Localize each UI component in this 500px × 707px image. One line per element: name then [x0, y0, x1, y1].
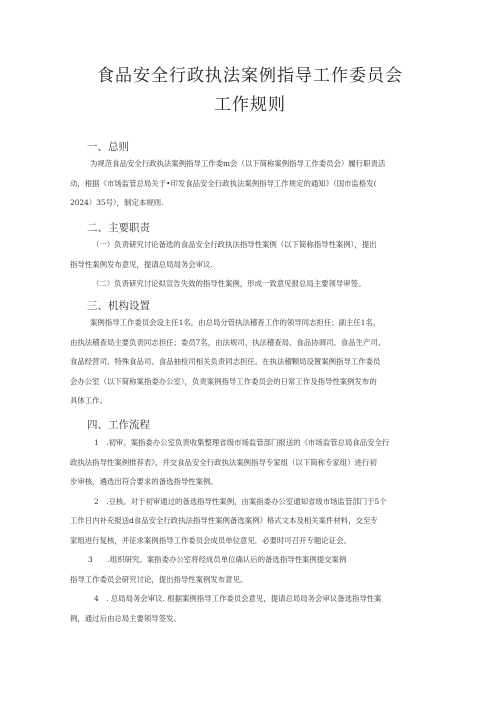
paragraph-line: 为规范食品安全行政执法案例指导工作委m会（以下简称案例指导工作委员会）履行职责活 — [90, 159, 386, 168]
paragraph-line: 动，根据《市场监管总局关于•印发食品安全行政执法案例指导工作规定的通知》（国市监格发( — [70, 178, 377, 188]
document-title-line-1: 食品安全行政执法案例指导工作委员会 — [97, 66, 403, 86]
paragraph-line: （二）负责研究讨论拟宣告失效的指导性案例，形成一致意见报总局主要领导审签。 — [92, 279, 366, 288]
paragraph-line: 例，通过后由总局主要领导签发。 — [70, 613, 181, 623]
paragraph-line: （一）负责研究讨论备选的食品安全行政执法指导性案例（以下简称指导性案例），提出 — [92, 240, 377, 249]
section-heading-workflow: 四、工作流程 — [87, 419, 150, 431]
paragraph-line: 2024）35号），制定本规则. — [70, 198, 164, 207]
paragraph-line: 指导工作委员会研究讨论，提出指导性案例发布意见。 — [70, 574, 248, 584]
paragraph-line: 工作日内补充报送d食品安全行政执法指导性案例备选案例》格式文本及相关案件材料，交至专 — [70, 516, 378, 525]
paragraph-line: 家组进行复核，并征求案例指导工作委员会成员单位意见．必要时可召开专题论证会。 — [70, 535, 351, 545]
paragraph-line: 2 .豆核。对于初审通过的备选指导性案例，由案指委办公室通知省级市场监管部门于5个 — [94, 496, 387, 506]
section-body-workflow — [70, 433, 432, 628]
paragraph-line: 步审核，遴选出符合要求的备选指导性案例。 — [70, 477, 218, 486]
paragraph-line: 4 . 总局局务会审议. 根据案例指导工作委员会意见，提请总局局务会审议备选指导性案 — [94, 594, 382, 603]
paragraph-line: 指导性案例发布意见，提请总局局务会审议. — [70, 259, 213, 269]
paragraph-line: 案例指导工作委员会设主任1名，由总局分管执法稽杳工作的领导同志担任；副主任1名， — [90, 318, 381, 327]
paragraph-line: 食品经营司、特殊食品司、食品抽检司相关负责同志担任。在执法稽颗局设置案例指导工作委员 — [70, 357, 381, 366]
paragraph-line: 具体工作。 — [70, 396, 107, 405]
section-heading-organization: 三、机构设置 — [87, 300, 150, 312]
section-body-duties — [70, 235, 432, 294]
section-heading-general: 一、总则 — [87, 141, 129, 153]
paragraph-line: 1 .初审。案指委办公室负责收集整理省级市场监管部门报送的《市场监管总局食品安全行 — [94, 438, 390, 447]
paragraph-line: 政执法指导性案例推荐表》，并交食品安全行政执法案例指导专家组（以下简称专家组）进行初 — [70, 457, 377, 467]
paragraph-line: 由执法稽查局主要负责同志担任；委员7名，由法规司、执法稽查局、食品协调司、食品生产司、 — [70, 337, 386, 347]
paragraph-line: 3 .组织研究。案指委办公室将经成员单位确认后的备选指导性案例提交案例 — [88, 555, 347, 564]
section-body-organization — [70, 313, 432, 411]
document-title-line-2: 工作规则 — [214, 95, 286, 115]
section-heading-duties: 二、主要职责 — [87, 222, 150, 234]
section-body-general — [70, 154, 432, 213]
paragraph-line: 会办公室（以下简称案指委办公室），负责案例指导工作委员会的日常工作及指导性案例发布的 — [70, 376, 377, 386]
